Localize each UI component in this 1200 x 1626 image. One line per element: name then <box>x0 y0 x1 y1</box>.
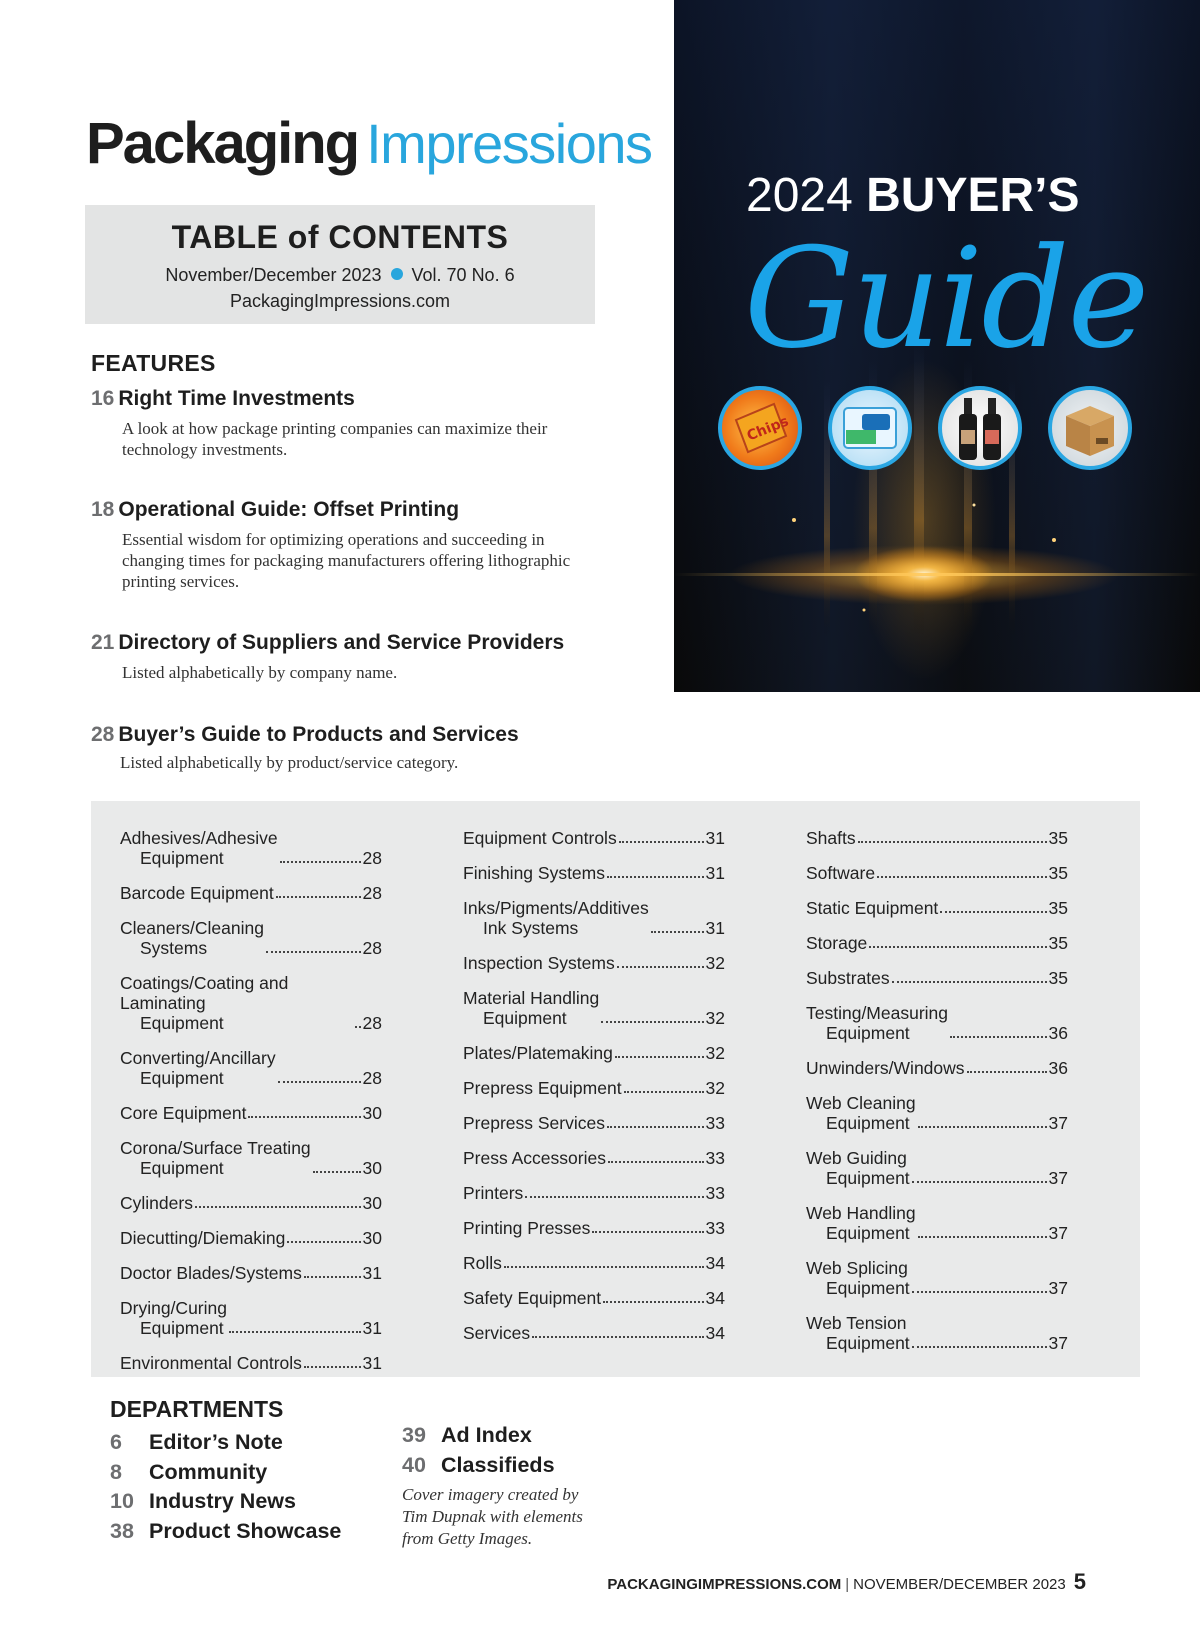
dot-leader <box>918 1126 1047 1128</box>
category-page-number: 36 <box>1048 1058 1068 1078</box>
category-name-line1: Environmental Controls <box>120 1353 302 1373</box>
cover-credit: Cover imagery created by Tim Dupnak with elements from Getty Images. <box>402 1485 583 1548</box>
department-title: Industry News <box>149 1489 296 1513</box>
category-name-line2: Equipment <box>826 1168 910 1188</box>
category-page-number: 28 <box>362 1068 382 1088</box>
category-column-2 <box>463 828 725 1358</box>
dot-leader <box>248 1116 360 1118</box>
dot-leader <box>624 1091 704 1093</box>
category-entry[interactable] <box>120 828 382 868</box>
category-name <box>806 968 890 988</box>
category-entry[interactable] <box>120 1103 382 1123</box>
feature-item <box>91 387 611 460</box>
category-entry[interactable] <box>120 1298 382 1338</box>
category-page-number: 31 <box>362 1263 382 1283</box>
dot-leader <box>304 1276 361 1278</box>
category-name <box>463 953 615 973</box>
category-name-line1: Press Accessories <box>463 1148 606 1168</box>
site-url: PackagingImpressions.com <box>229 291 451 311</box>
lens-flare-line <box>674 573 1200 576</box>
dot-leader <box>912 1291 1047 1293</box>
dot-leader <box>607 1126 704 1128</box>
category-page-number: 30 <box>362 1158 382 1178</box>
category-entry[interactable] <box>120 918 382 958</box>
feature-title-text: Directory of Suppliers and Service Providers <box>118 631 565 654</box>
dot-leader <box>287 1241 360 1243</box>
feature-page-number: 16 <box>91 387 115 410</box>
category-name <box>120 883 274 903</box>
feature-description: Essential wisdom for optimizing operations and succeeding in changing times for packaging manufacturers offering lithographic printing services. <box>122 530 571 591</box>
category-name-line1: Barcode Equipment <box>120 883 274 903</box>
dot-leader <box>912 1346 1047 1348</box>
category-entry[interactable] <box>463 898 725 938</box>
category-page-number: 33 <box>705 1183 725 1203</box>
category-name <box>120 1138 311 1178</box>
department-item[interactable] <box>110 1430 341 1460</box>
category-entry[interactable] <box>806 863 1068 883</box>
category-page-number: 35 <box>1048 968 1068 988</box>
category-name <box>463 988 599 1028</box>
category-entry[interactable] <box>463 1253 725 1273</box>
category-page-number: 37 <box>1048 1333 1068 1353</box>
dot-leader <box>304 1366 361 1368</box>
category-name-line1: Material Handling <box>463 988 600 1008</box>
category-name-line1: Converting/Ancillary <box>120 1048 276 1068</box>
category-page-number: 37 <box>1048 1278 1068 1298</box>
category-entry[interactable] <box>120 1353 382 1373</box>
category-name <box>120 828 278 868</box>
category-name <box>120 1193 193 1213</box>
category-name-line1: Corona/Surface Treating <box>120 1138 311 1158</box>
dot-leader <box>195 1206 361 1208</box>
category-entry[interactable] <box>463 1288 725 1308</box>
svg-text:Chips: Chips <box>744 413 792 445</box>
category-entry[interactable] <box>806 1148 1068 1188</box>
feature-item <box>91 498 611 592</box>
category-page-number: 32 <box>705 1043 725 1063</box>
category-page-number: 28 <box>362 883 382 903</box>
category-name-line1: Web Tension <box>806 1313 907 1333</box>
wine-bottles-icon <box>938 386 1022 470</box>
category-name-line1: Printers <box>463 1183 524 1203</box>
mint-gum-pack-icon <box>828 386 912 470</box>
dot-leader <box>950 1036 1047 1038</box>
dot-leader <box>601 1021 703 1023</box>
category-entry[interactable] <box>806 1093 1068 1133</box>
category-name-line2: Equipment <box>140 1013 224 1033</box>
dot-leader <box>858 841 1047 843</box>
category-name-line1: Prepress Services <box>463 1113 605 1133</box>
feature-title[interactable] <box>91 387 611 411</box>
category-name <box>120 1228 285 1248</box>
category-name-line1: Software <box>806 863 876 883</box>
department-page-number: 10 <box>110 1489 134 1513</box>
category-entry[interactable] <box>120 1138 382 1178</box>
category-name-line1: Inspection Systems <box>463 953 615 973</box>
category-name <box>463 1113 605 1133</box>
category-entry[interactable] <box>120 1228 382 1248</box>
category-entry[interactable] <box>806 1313 1068 1353</box>
category-entry[interactable] <box>463 1113 725 1133</box>
category-page-number: 31 <box>705 828 725 848</box>
category-entry[interactable] <box>806 828 1068 848</box>
category-entry[interactable] <box>120 1193 382 1213</box>
dot-leader <box>504 1266 704 1268</box>
category-page-number: 32 <box>705 1008 725 1028</box>
issue-line <box>85 265 595 286</box>
masthead-logo <box>86 110 652 177</box>
category-name <box>463 863 605 883</box>
category-name-line1: Safety Equipment <box>463 1288 602 1308</box>
category-name-line1: Prepress Equipment <box>463 1078 622 1098</box>
category-entry[interactable] <box>806 933 1068 953</box>
logo-impressions: Impressions <box>366 112 652 175</box>
cover-image <box>674 0 1200 692</box>
category-name <box>463 1288 601 1308</box>
department-page-number: 8 <box>110 1459 122 1484</box>
category-name-line2: Equipment <box>826 1278 910 1298</box>
category-name-line1: Web Handling <box>806 1203 916 1223</box>
category-page-number: 34 <box>705 1253 725 1273</box>
category-name-line1: Coatings/Coating and Laminating <box>120 973 289 1013</box>
category-entry[interactable] <box>463 828 725 848</box>
category-name-line1: Finishing Systems <box>463 863 605 883</box>
footer-separator: | <box>845 1576 850 1593</box>
toc-header-box <box>85 205 595 324</box>
category-name-line1: Printing Presses <box>463 1218 591 1238</box>
dot-leader <box>877 876 1046 878</box>
category-page-number: 31 <box>362 1318 382 1338</box>
department-page-number: 6 <box>110 1430 122 1454</box>
category-page-number: 30 <box>362 1193 382 1213</box>
dot-leader <box>940 911 1046 913</box>
feature-description: Listed alphabetically by product/service category. <box>120 753 459 772</box>
footer-site: PACKAGINGIMPRESSIONS.COM <box>607 1576 842 1593</box>
category-page-number: 34 <box>705 1288 725 1308</box>
category-name-line1: Core Equipment <box>120 1103 247 1123</box>
category-entry[interactable] <box>120 973 382 1033</box>
category-name-line2: Equipment <box>140 848 224 868</box>
category-entry[interactable] <box>120 1048 382 1088</box>
category-entry[interactable] <box>463 1078 725 1098</box>
features-heading: FEATURES <box>91 350 216 376</box>
category-name <box>463 1253 502 1273</box>
dot-leader <box>918 1236 1047 1238</box>
departments-list-2 <box>402 1423 555 1482</box>
category-entry[interactable] <box>463 988 725 1028</box>
category-name-line1: Plates/Platemaking <box>463 1043 613 1063</box>
category-page-number: 35 <box>1048 828 1068 848</box>
category-name-line2: Equipment <box>826 1223 910 1243</box>
category-name-line2: Equipment <box>140 1158 224 1178</box>
category-entry[interactable] <box>463 1323 725 1343</box>
footer-issue: NOVEMBER/DECEMBER 2023 <box>853 1576 1066 1593</box>
feature-title[interactable] <box>91 498 611 522</box>
category-page-number: 32 <box>705 1078 725 1098</box>
category-name <box>120 918 264 958</box>
category-name-line1: Static Equipment <box>806 898 939 918</box>
category-name-line1: Unwinders/Windows <box>806 1058 965 1078</box>
category-entry[interactable] <box>463 1043 725 1063</box>
category-name <box>806 1093 916 1133</box>
category-page-number: 33 <box>705 1148 725 1168</box>
category-column-1 <box>120 828 382 1388</box>
departments-heading: DEPARTMENTS <box>110 1396 284 1422</box>
category-name-line1: Web Guiding <box>806 1148 907 1168</box>
category-page-number: 31 <box>705 863 725 883</box>
department-item[interactable] <box>110 1489 341 1519</box>
dot-leader <box>892 981 1047 983</box>
category-name-line1: Equipment Controls <box>463 828 617 848</box>
category-name-line1: Storage <box>806 933 868 953</box>
category-name <box>463 898 649 938</box>
category-name <box>806 1148 910 1188</box>
category-name-line1: Inks/Pigments/Additives <box>463 898 649 918</box>
category-name <box>806 863 875 883</box>
category-name-line1: Substrates <box>806 968 890 988</box>
feature-page-number: 18 <box>91 498 115 521</box>
department-item[interactable] <box>110 1460 341 1490</box>
chips-bag-icon <box>718 386 802 470</box>
department-item[interactable] <box>110 1519 341 1549</box>
category-entry[interactable] <box>463 953 725 973</box>
feature-page-number: 21 <box>91 631 115 654</box>
category-page-number: 37 <box>1048 1223 1068 1243</box>
category-name <box>806 1058 965 1078</box>
category-entry[interactable] <box>120 883 382 903</box>
dot-leader <box>617 966 704 968</box>
category-name <box>463 1148 606 1168</box>
category-name <box>120 1048 276 1088</box>
category-page-number: 30 <box>362 1103 382 1123</box>
feature-title-text: Right Time Investments <box>118 387 355 410</box>
department-item[interactable] <box>402 1423 555 1453</box>
category-page-number: 35 <box>1048 898 1068 918</box>
category-name-line1: Cylinders <box>120 1193 193 1213</box>
category-name-line1: Cleaners/Cleaning <box>120 918 264 938</box>
dot-leader <box>967 1071 1047 1073</box>
department-title: Ad Index <box>441 1423 532 1447</box>
dot-leader <box>276 896 361 898</box>
category-name-line2: Equipment <box>826 1333 910 1353</box>
category-name-line1: Rolls <box>463 1253 502 1273</box>
category-page-number: 35 <box>1048 863 1068 883</box>
department-page-number: 38 <box>110 1518 134 1543</box>
feature-title[interactable] <box>91 631 611 655</box>
feature-title-text: Buyer’s Guide to Products and Services <box>118 723 519 746</box>
dot-leader <box>603 1301 703 1303</box>
department-page-number: 39 <box>402 1423 426 1447</box>
issue-volume: Vol. 70 No. 6 <box>411 265 515 285</box>
category-entry[interactable] <box>463 1218 725 1238</box>
page-footer <box>607 1569 1086 1595</box>
category-entry[interactable] <box>806 968 1068 988</box>
category-name <box>463 1078 622 1098</box>
dot-leader <box>912 1181 1047 1183</box>
departments-list-1 <box>110 1430 341 1548</box>
issue-date: November/December 2023 <box>165 265 382 285</box>
category-name-line1: Drying/Curing <box>120 1298 227 1318</box>
dot-leader <box>525 1196 703 1198</box>
category-page-number: 33 <box>705 1218 725 1238</box>
dot-leader <box>592 1231 703 1233</box>
dot-leader <box>278 1081 361 1083</box>
department-item[interactable] <box>402 1453 555 1483</box>
category-entry[interactable] <box>806 1258 1068 1298</box>
category-page-number: 34 <box>705 1323 725 1343</box>
category-name-line2: Equipment <box>140 1318 224 1338</box>
category-name <box>120 1263 302 1283</box>
cover-year: 2024 <box>746 169 853 222</box>
category-page-number: 31 <box>362 1353 382 1373</box>
dot-leader <box>280 861 361 863</box>
cover-buyers: BUYER’S <box>866 169 1080 222</box>
dot-leader <box>615 1056 704 1058</box>
category-name <box>806 1258 910 1298</box>
category-name-line1: Services <box>463 1323 531 1343</box>
category-name-line1: Shafts <box>806 828 856 848</box>
dot-leader <box>355 1026 361 1028</box>
feature-description: Listed alphabetically by company name. <box>122 663 398 682</box>
category-name-line2: Ink Systems <box>483 918 579 938</box>
department-title: Editor’s Note <box>149 1430 283 1454</box>
bullet-dot-icon <box>391 268 403 280</box>
category-name <box>463 1323 530 1343</box>
cardboard-box-icon <box>1048 386 1132 470</box>
department-title: Product Showcase <box>149 1518 342 1543</box>
category-name-line1: Web Splicing <box>806 1258 908 1278</box>
category-page-number: 36 <box>1048 1023 1068 1043</box>
category-page-number: 37 <box>1048 1113 1068 1133</box>
category-name-line1: Adhesives/Adhesive <box>120 828 278 848</box>
category-name <box>806 1003 948 1043</box>
feature-item <box>91 723 611 773</box>
category-entry[interactable] <box>806 898 1068 918</box>
category-name <box>463 1218 590 1238</box>
dot-leader <box>532 1336 703 1338</box>
department-title: Classifieds <box>441 1452 555 1477</box>
category-name <box>120 973 353 1033</box>
category-name-line1: Diecutting/Diemaking <box>120 1228 286 1248</box>
category-entry[interactable] <box>806 1058 1068 1078</box>
logo-packaging: Packaging <box>86 111 359 176</box>
category-name-line2: Equipment <box>140 1068 224 1088</box>
category-page-number: 28 <box>362 1013 382 1033</box>
category-name <box>806 933 867 953</box>
feature-title[interactable] <box>91 723 611 747</box>
feature-page-number: 28 <box>91 723 115 746</box>
page-number: 5 <box>1073 1569 1086 1594</box>
category-entry[interactable] <box>463 1183 725 1203</box>
category-page-number: 30 <box>362 1228 382 1248</box>
category-name-line2: Equipment <box>826 1113 910 1133</box>
dot-leader <box>869 946 1046 948</box>
category-name-line1: Doctor Blades/Systems <box>120 1263 302 1283</box>
category-name <box>806 1203 916 1243</box>
category-name <box>120 1103 246 1123</box>
dot-leader <box>619 841 704 843</box>
dot-leader <box>266 951 361 953</box>
category-page-number: 28 <box>362 848 382 868</box>
feature-title-text: Operational Guide: Offset Printing <box>118 498 460 521</box>
category-name <box>806 898 938 918</box>
category-page-number: 32 <box>705 953 725 973</box>
category-name <box>120 1298 227 1338</box>
department-title: Community <box>149 1459 268 1484</box>
category-entry[interactable] <box>806 1003 1068 1043</box>
category-name <box>120 1353 302 1373</box>
category-name-line2: Systems <box>140 938 208 958</box>
category-entry[interactable] <box>806 1203 1068 1243</box>
dot-leader <box>313 1171 361 1173</box>
category-entry[interactable] <box>463 863 725 883</box>
dot-leader <box>229 1331 361 1333</box>
toc-title: TABLE of CONTENTS <box>171 219 509 255</box>
category-entry[interactable] <box>120 1263 382 1283</box>
category-page-number: 35 <box>1048 933 1068 953</box>
category-name-line1: Web Cleaning <box>806 1093 916 1113</box>
category-name-line1: Testing/Measuring <box>806 1003 949 1023</box>
feature-item <box>91 631 611 683</box>
category-page-number: 33 <box>705 1113 725 1133</box>
dot-leader <box>607 876 704 878</box>
category-name-line2: Equipment <box>826 1023 910 1043</box>
category-index-panel <box>91 801 1140 1377</box>
category-name <box>463 1043 613 1063</box>
category-page-number: 28 <box>362 938 382 958</box>
category-name-line2: Equipment <box>483 1008 567 1028</box>
cover-guide-script: Guide <box>744 218 1148 379</box>
category-name <box>463 828 617 848</box>
dot-leader <box>608 1161 704 1163</box>
category-name <box>806 1313 910 1353</box>
category-name <box>463 1183 523 1203</box>
category-name <box>806 828 856 848</box>
feature-description: A look at how package printing companies can maximize their technology investments. <box>122 419 548 459</box>
cover-headline <box>746 168 1080 223</box>
category-page-number: 37 <box>1048 1168 1068 1188</box>
dot-leader <box>651 931 704 933</box>
category-entry[interactable] <box>463 1148 725 1168</box>
category-column-3 <box>806 828 1068 1368</box>
department-page-number: 40 <box>402 1452 426 1477</box>
category-page-number: 31 <box>705 918 725 938</box>
